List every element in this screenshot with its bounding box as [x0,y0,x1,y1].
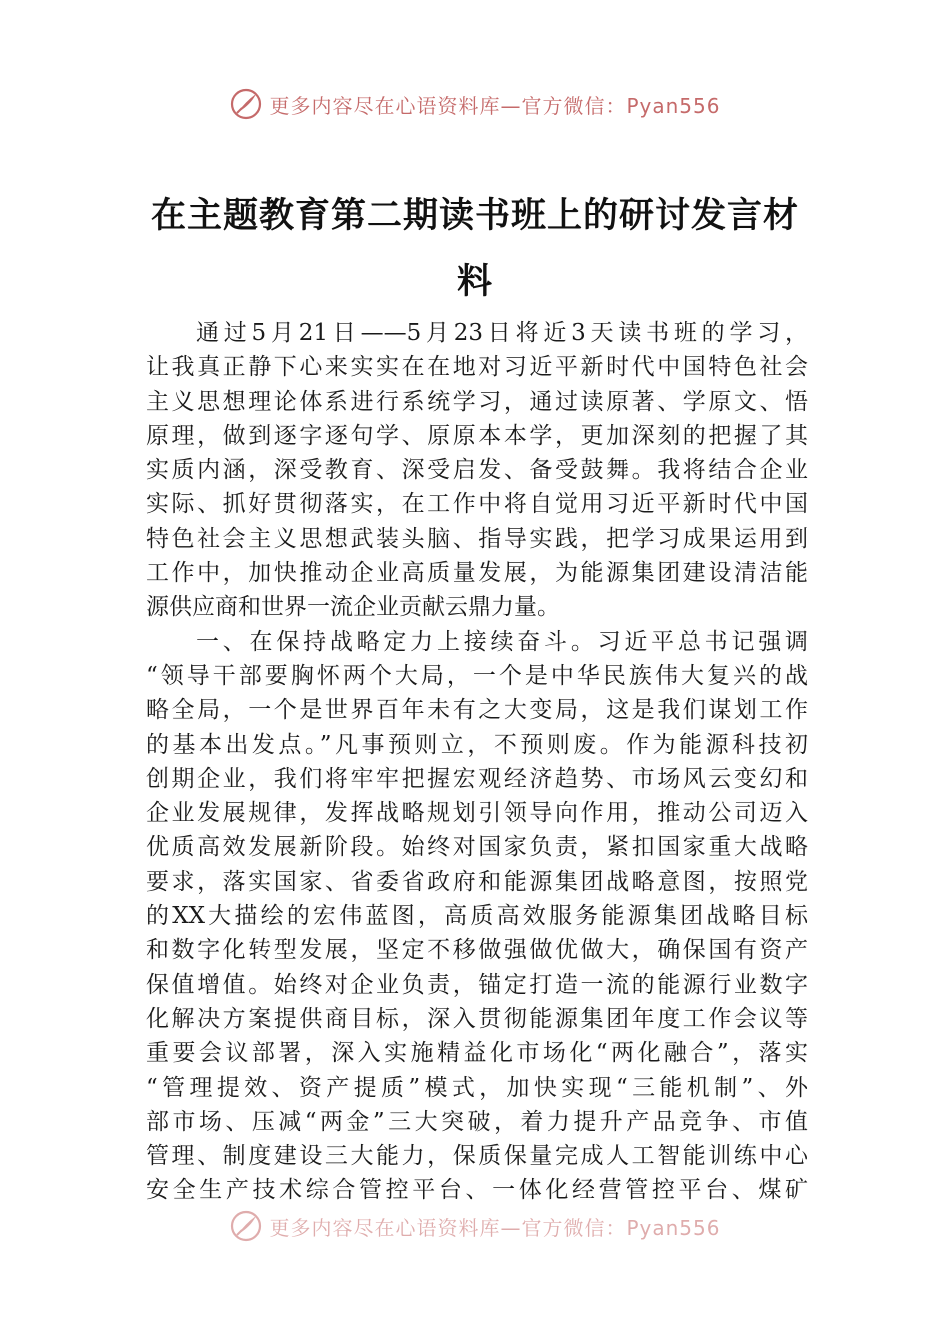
body-line: 的基本出发点。”凡事预则立，不预则废。作为能源科技初 [146,731,808,758]
body-line: 重要会议部署，深入实施精益化市场化“两化融合”，落实 [146,1040,808,1067]
body-line: 原理，做到逐字逐句学、原原本本学，更加深刻的把握了其 [146,422,808,449]
watermark-footer [0,1206,950,1246]
body-line: 实质内涵，深受教育、深受启发、备受鼓舞。我将结合企业 [146,457,808,484]
body-line: “管理提效、资产提质”模式，加快实现“三能机制”、外 [146,1074,808,1101]
body-line: “领导干部要胸怀两个大局，一个是中华民族伟大复兴的战 [146,662,808,689]
watermark-text: 更多内容尽在心语资料库—官方微信：Pyan556 [269,1215,721,1240]
body-line: 要求，落实国家、省委省政府和能源集团战略意图，按照党 [146,868,808,895]
body-line: 和数字化转型发展，坚定不移做强做优做大，确保国有资产 [146,937,808,964]
body-line: 实际、抓好贯彻落实，在工作中将自觉用习近平新时代中国 [146,491,808,518]
body-line: 一、在保持战略定力上接续奋斗。习近平总书记强调 [196,628,808,655]
body-line: 安全生产技术综合管控平台、一体化经营管控平台、煤矿 [146,1177,808,1204]
document-title-line-2: 料 [456,261,493,302]
body-line: 企业发展规律，发挥战略规划引领导向作用，推动公司迈入 [146,800,808,827]
document-title-line-1: 在主题教育第二期读书班上的研讨发言材 [150,195,799,236]
body-line: 保值增值。始终对企业负责，锚定打造一流的能源行业数字 [146,971,808,998]
body-line: 创期企业，我们将牢牢把握宏观经济趋势、市场风云变幻和 [146,765,808,792]
body-line: 通过5月21日——5月23日将近3天读书班的学习， [196,320,808,346]
document-body [146,316,808,1208]
body-line: 优质高效发展新阶段。始终对国家负责，紧扣国家重大战略 [146,834,808,861]
body-line: 源供应商和世界一流企业贡献云鼎力量。 [146,594,560,621]
body-line: 工作中，加快推动企业高质量发展，为能源集团建设清洁能 [146,560,808,587]
body-line: 让我真正静下心来实实在在地对习近平新时代中国特色社会 [146,354,808,381]
body-line: 的XX大描绘的宏伟蓝图，高质高效服务能源集团战略目标 [146,903,808,930]
body-line: 管理、制度建设三大能力，保质保量完成人工智能训练中心 [146,1143,808,1170]
body-line: 略全局，一个是世界百年未有之大变局，这是我们谋划工作 [146,697,808,724]
feather-circle-logo-icon [229,87,263,121]
body-line: 化解决方案提供商目标，深入贯彻能源集团年度工作会议等 [146,1005,808,1032]
watermark-text: 更多内容尽在心语资料库—官方微信：Pyan556 [269,93,721,118]
watermark-header [0,84,950,124]
body-line: 主义思想理论体系进行系统学习，通过读原著、学原文、悟 [146,388,808,415]
feather-circle-logo-icon [229,1209,263,1243]
body-line: 部市场、压减“两金”三大突破，着力提升产品竞争、市值 [146,1108,808,1135]
body-line: 特色社会主义思想武装头脑、指导实践，把学习成果运用到 [146,525,808,552]
